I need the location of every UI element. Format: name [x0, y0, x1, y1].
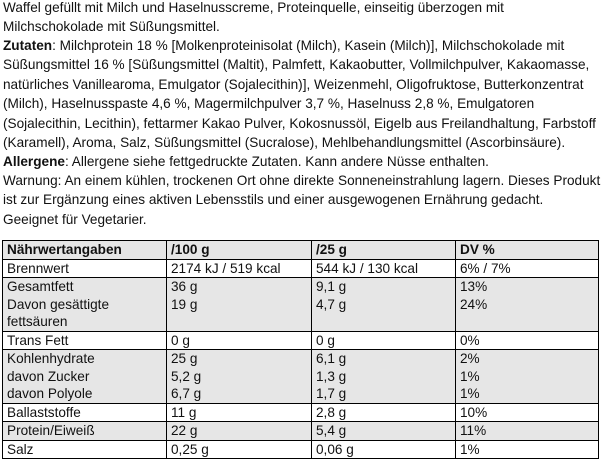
- nutrient-name-line: Brennwert: [7, 260, 69, 276]
- value-per-25g-line: 4,7 g: [316, 296, 347, 312]
- value-dv: [456, 331, 599, 350]
- value-dv-line: 10%: [460, 404, 488, 420]
- nutrition-header-row: [3, 241, 599, 260]
- allergens-text: : Allergene siehe fettgedruckte Zutaten. Kann andere Nüsse enthalten.: [64, 154, 489, 169]
- ingredients-label: Zutaten: [3, 38, 53, 53]
- value-per-100g-line: 25 g: [171, 351, 198, 366]
- value-per-100g-line: 0 g: [171, 332, 190, 348]
- value-per-100g-line: 36 g: [171, 279, 198, 294]
- value-dv: [456, 440, 599, 459]
- nutrient-name-line: Salz: [7, 441, 34, 457]
- value-per-25g-line: 2,8 g: [316, 404, 347, 420]
- nutrient-name-line: davon Zucker: [7, 368, 90, 384]
- table-row: [3, 350, 599, 404]
- header-dv: DV %: [456, 241, 599, 260]
- nutrient-name-line: Gesamtfett: [7, 279, 74, 294]
- value-per-25g: [312, 350, 456, 404]
- value-per-100g-line: 19 g: [171, 296, 198, 312]
- value-per-100g: [167, 403, 312, 422]
- value-dv-line: 11%: [460, 423, 487, 438]
- value-per-100g: [167, 440, 312, 459]
- nutrient-name: [3, 331, 167, 350]
- value-per-100g-line: 11 g: [171, 404, 197, 420]
- value-per-100g: [167, 331, 312, 350]
- value-dv-line: 24%: [460, 296, 488, 312]
- nutrient-name-line: Kohlenhydrate: [7, 351, 95, 366]
- value-dv: [456, 259, 599, 278]
- nutrition-table: [2, 240, 599, 459]
- value-dv-line: 1%: [460, 386, 480, 401]
- nutrient-name-line: Protein/Eiweiß: [7, 423, 95, 438]
- value-per-25g-line: 544 kJ / 130 kcal: [316, 260, 419, 276]
- value-per-100g: [167, 259, 312, 278]
- nutrient-name-line: davon Polyole: [7, 386, 93, 401]
- value-dv-line: 2%: [460, 351, 480, 366]
- value-per-25g: [312, 259, 456, 278]
- nutrient-name-line: Davon gesättigte: [7, 296, 110, 312]
- value-per-25g: [312, 440, 456, 459]
- table-row: [3, 422, 599, 441]
- value-per-100g: [167, 350, 312, 404]
- value-dv: [456, 422, 599, 441]
- nutrient-name-line: Ballaststoffe: [7, 404, 81, 420]
- value-per-25g: [312, 403, 456, 422]
- warning-paragraph: Warnung: An einem kühlen, trockenen Ort ohne direkte Sonneneinstrahlung lagern. Dieses Produkt ist zur Ergänzung eines aktiven Lebensstils und einer ausgewogenen Ernährung gedacht. Geeignet für Vegetarier.: [3, 173, 601, 227]
- nutrient-name: [3, 350, 167, 404]
- ingredients-text: : Milchprotein 18 % [Molkenproteinisolat (Milch), Kasein (Milch)], Milchschokolade mit Süßungsmittel 16 % [Süßungsmittel (Maltit), Palmfett, Kakaobutter, Vollmilchpulver, Kakaomasse, natürliches Vanillearoma, Emulgator (Sojalecithin)], Weizenmehl, Oligofruktose, Butterkonzentrat (Milch), Haselnusspaste 4,6 %, Magermilchpulver 3,7 %, Haselnuss 2,8 %, Emulgatoren (Sojalecithin, Lecithin), fettarmer Kakao Pulver, Kokosnussöl, Eigelb aus Freilandhaltung, Farbstoff (Karamell), Aroma, Salz, Süßungsmittel (Sucralose), Mehlbehandlungsmittel (Ascorbinsäure).: [3, 38, 596, 151]
- value-dv: [456, 350, 599, 404]
- value-dv-line: 13%: [460, 279, 488, 294]
- table-row: [3, 440, 599, 459]
- value-per-100g: [167, 278, 312, 332]
- value-per-25g: [312, 331, 456, 350]
- value-per-25g-line: 6,1 g: [316, 351, 347, 366]
- ingredients-paragraph: [3, 36, 601, 152]
- value-per-100g-line: 2174 kJ / 519 kcal: [171, 260, 281, 276]
- nutrient-name: [3, 422, 167, 441]
- table-row: [3, 403, 599, 422]
- value-dv-line: 6% / 7%: [460, 260, 511, 276]
- nutrient-name-line: Trans Fett: [7, 332, 69, 348]
- value-per-25g-line: 0,06 g: [316, 441, 354, 457]
- value-per-100g-line: 5,2 g: [171, 368, 202, 384]
- value-per-25g-line: 1,3 g: [316, 368, 347, 384]
- value-per-25g: [312, 278, 456, 332]
- nutrient-name: [3, 278, 167, 332]
- value-dv-line: 1%: [460, 441, 480, 457]
- value-per-100g-line: 22 g: [171, 423, 198, 438]
- value-dv-line: 0%: [460, 332, 480, 348]
- value-dv-line: 1%: [460, 368, 480, 384]
- product-description: Waffel gefüllt mit Milch und Haselnusscreme, Proteinquelle, einseitig überzogen mit Milchschokolade mit Süßungsmittel.: [3, 0, 504, 35]
- value-per-100g-line: 6,7 g: [171, 386, 202, 401]
- nutrient-name: [3, 403, 167, 422]
- nutrient-name-line: fettsäuren: [7, 314, 68, 329]
- nutrient-name: [3, 440, 167, 459]
- value-dv: [456, 278, 599, 332]
- value-per-25g-line: 0 g: [316, 332, 335, 348]
- allergens-paragraph: [3, 152, 601, 171]
- value-per-25g-line: 1,7 g: [316, 386, 347, 401]
- header-per-100g: /100 g: [167, 241, 312, 260]
- table-row: [3, 278, 599, 332]
- header-nutrients: Nährwertangaben: [3, 241, 167, 260]
- value-per-100g: [167, 422, 312, 441]
- table-row: [3, 259, 599, 278]
- nutrient-name: [3, 259, 167, 278]
- table-row: [3, 331, 599, 350]
- value-per-25g: [312, 422, 456, 441]
- value-per-25g-line: 5,4 g: [316, 423, 347, 438]
- header-per-25g: /25 g: [312, 241, 456, 260]
- value-per-100g-line: 0,25 g: [171, 441, 209, 457]
- value-dv: [456, 403, 599, 422]
- value-per-25g-line: 9,1 g: [316, 279, 347, 294]
- allergens-label: Allergene: [3, 154, 65, 169]
